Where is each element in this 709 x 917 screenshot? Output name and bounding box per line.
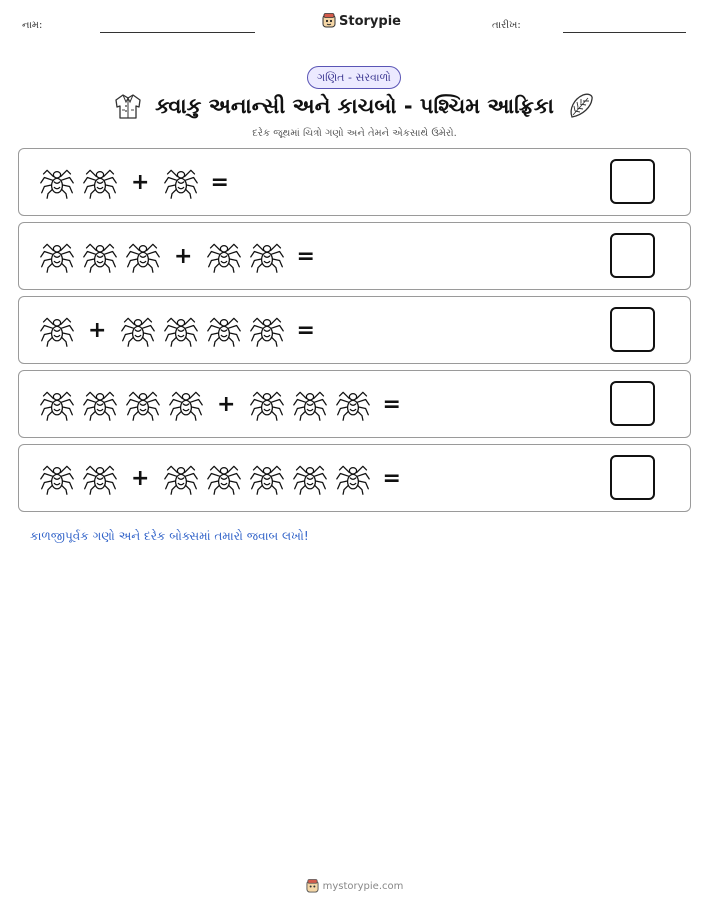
pinecone-icon <box>566 91 596 121</box>
addition-equation <box>39 223 329 289</box>
addition-equation <box>39 445 415 511</box>
spider-icon <box>82 238 118 274</box>
storypie-mascot-icon <box>322 13 336 29</box>
spider-icon <box>292 386 328 422</box>
spider-icon <box>249 312 285 348</box>
plus-sign: + <box>88 317 107 343</box>
spider-icon <box>125 238 161 274</box>
spider-icon <box>249 386 285 422</box>
plus-sign: + <box>131 169 150 195</box>
spider-icon <box>120 312 156 348</box>
equals-sign: = <box>210 169 229 195</box>
problem-row <box>18 296 691 364</box>
brand-name: Storypie <box>339 13 401 29</box>
name-label: નામ: <box>22 20 43 31</box>
spider-icon <box>125 386 161 422</box>
spider-icon <box>292 460 328 496</box>
addition-equation <box>39 297 329 363</box>
spider-icon <box>249 238 285 274</box>
date-label: તારીખ: <box>492 20 521 31</box>
footer-url: mystorypie.com <box>322 881 404 892</box>
problem-row <box>18 148 691 216</box>
spider-icon <box>206 460 242 496</box>
equals-sign: = <box>382 465 401 491</box>
spider-icon <box>39 386 75 422</box>
spider-icon <box>335 386 371 422</box>
footer <box>0 879 709 894</box>
problem-row <box>18 444 691 512</box>
worksheet-subtitle: દરેક જૂથમાં ચિત્રો ગણો અને તેમને એકસાથે ઉમેરો. <box>252 128 457 139</box>
worksheet-title: ક્વાકુ અનાન્સી અને કાચબો - પશ્ચિમ આફ્રિકા <box>155 93 554 118</box>
title-row <box>0 91 709 121</box>
addition-equation <box>39 371 415 437</box>
category-pill: ગણિત - સરવાળો <box>307 66 401 89</box>
jacket-icon <box>113 91 143 121</box>
date-line[interactable] <box>563 32 686 33</box>
spider-icon <box>163 164 199 200</box>
answer-box[interactable] <box>610 381 655 426</box>
spider-icon <box>206 238 242 274</box>
spider-icon <box>249 460 285 496</box>
equals-sign: = <box>296 243 315 269</box>
spider-icon <box>335 460 371 496</box>
spider-icon <box>163 312 199 348</box>
equals-sign: = <box>382 391 401 417</box>
plus-sign: + <box>217 391 236 417</box>
spider-icon <box>168 386 204 422</box>
answer-box[interactable] <box>610 455 655 500</box>
answer-box[interactable] <box>610 233 655 278</box>
spider-icon <box>39 312 75 348</box>
problem-row <box>18 370 691 438</box>
storypie-logo <box>322 13 401 29</box>
answer-box[interactable] <box>610 159 655 204</box>
spider-icon <box>163 460 199 496</box>
answer-box[interactable] <box>610 307 655 352</box>
spider-icon <box>39 238 75 274</box>
plus-sign: + <box>131 465 150 491</box>
problem-row <box>18 222 691 290</box>
name-line[interactable] <box>100 32 255 33</box>
addition-equation <box>39 149 243 215</box>
instruction-text: કાળજીપૂર્વક ગણો અને દરેક બોક્સમાં તમારો જવાબ લખો! <box>30 529 309 543</box>
spider-icon <box>206 312 242 348</box>
spider-icon <box>82 164 118 200</box>
spider-icon <box>39 460 75 496</box>
plus-sign: + <box>174 243 193 269</box>
spider-icon <box>82 386 118 422</box>
spider-icon <box>39 164 75 200</box>
equals-sign: = <box>296 317 315 343</box>
spider-icon <box>82 460 118 496</box>
storypie-mascot-icon <box>306 879 319 894</box>
